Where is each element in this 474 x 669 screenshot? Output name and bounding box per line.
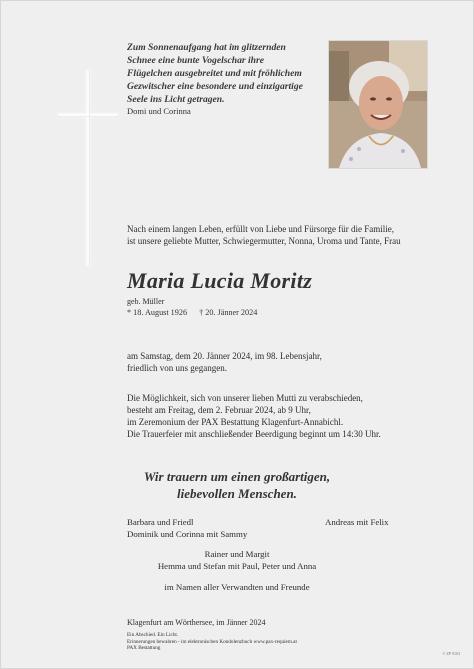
intro-line: ist unsere geliebte Mutter, Schwiegermutter, Nonna, Uroma und Tante, Frau [127,236,401,246]
farewell-line: Die Möglichkeit, sich von unserer lieben Mutti zu verabschieden, [127,393,363,403]
family-right-line: Andreas mit Felix [325,517,389,527]
birth-date: * 18. August 1926 [127,308,188,317]
poem-line: Zum Sonnenaufgang hat im glitzernden [127,42,286,53]
motto [0,468,474,502]
motto-line: Wir trauern um einen großartigen, [143,469,331,484]
farewell-line: im Zeremonium der PAX Bestattung Klagenfurt-Annabichl. [127,417,344,427]
family-left-line: Barbara und Friedl [127,517,194,527]
poem-signature: Domi und Corinna [127,106,191,116]
poem-line: Flügelchen ausgebreitet und mit fröhlichem [127,68,302,79]
death-notice-line: friedlich von uns gegangen. [127,363,227,373]
poem [127,41,327,106]
farewell-line: Die Trauerfeier mit anschließender Beerdigung beginnt um 14:30 Uhr. [127,429,381,439]
family-center-line: Hemma und Stefan mit Paul, Peter und Anna [157,561,317,571]
intro-line: Nach einem langen Leben, erfüllt von Liebe und Fürsorge für die Familie, [127,224,395,234]
place-date: Klagenfurt am Wörthersee, im Jänner 2024 [127,618,266,627]
maiden-name: geb. Müller [127,297,165,306]
cross-icon [58,68,118,268]
life-dates [127,308,267,317]
footer-line: PAX Bestattung [127,645,161,652]
death-date: † 20. Jänner 2024 [199,308,258,317]
footer-line: Erinnerungen bewahren - im elektronischen Kondolenzbuch www.pax-requiem.at [127,638,297,645]
portrait-photo [328,40,428,169]
family-left-line: Dominik und Corinna mit Sammy [127,529,248,539]
family-others: im Namen aller Verwandten und Freunde [164,582,310,592]
family-center-line: Rainer und Margit [204,549,270,559]
farewell-line: besteht am Freitag, dem 2. Februar 2024, ab 9 Uhr, [127,405,311,415]
footer-line: Ein Abschied. Ein Licht. [127,632,179,638]
motto-line: liebevollen Menschen. [177,486,297,501]
deceased-name: Maria Lucia Moritz [127,268,313,293]
copyright: © ZP 9103 [442,651,460,656]
death-notice-line: am Samstag, dem 20. Jänner 2024, im 98. Lebensjahr, [127,351,322,361]
poem-line: Seele ins Licht getragen. [127,94,225,105]
footer [127,632,297,652]
poem-line: Gezwitscher eine besondere und einzigartige [127,81,303,92]
poem-line: Schnee eine bunte Vogelschar ihre [127,55,264,66]
